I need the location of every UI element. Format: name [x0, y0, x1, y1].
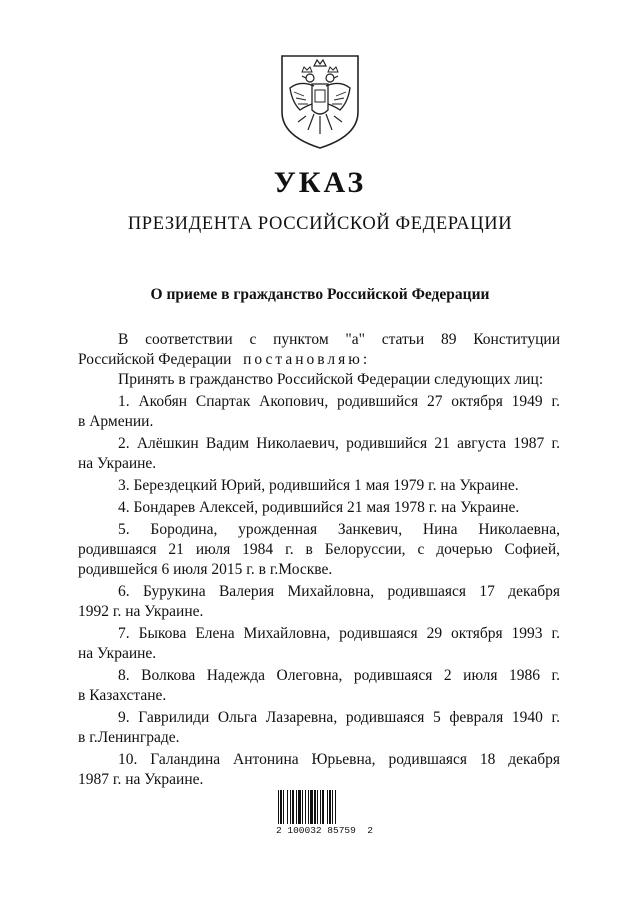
list-item — [78, 582, 560, 622]
preamble-spaced: постановляю: — [243, 351, 371, 368]
list-item-line: родившейся 6 июля 2015 г. в г.Москве. — [78, 561, 333, 578]
barcode-number: 2 100032 85759 2 — [276, 825, 373, 836]
list-item-line: 9. Гаврилиди Ольга Лазаревна, родившаяся 5 февраля 1940 г. — [118, 709, 560, 726]
list-item-line: на Украине. — [78, 455, 157, 472]
barcode-block — [276, 790, 373, 836]
intro-text: Принять в гражданство Российской Федерации следующих лиц: — [118, 371, 544, 388]
list-item-line: 3. Берездецкий Юрий, родившийся 1 мая 1979 г. на Украине. — [118, 477, 519, 494]
state-emblem-icon — [276, 52, 364, 150]
list-item-line: 5. Бородина, урожденная Занкевич, Нина Николаевна, — [118, 521, 560, 538]
list-item-line: родившаяся 21 июля 1984 г. в Белоруссии, с дочерью Софией, — [78, 541, 560, 558]
decree-body — [78, 330, 560, 792]
preamble-line-1: В соответствии с пунктом "а" статьи 89 Конституции — [118, 331, 560, 348]
list-item-line: 8. Волкова Надежда Олеговна, родившаяся 2 июля 1986 г. — [118, 667, 560, 684]
list-item — [78, 434, 560, 474]
list-item — [78, 520, 560, 580]
preamble-text: Российской Федерации — [78, 351, 232, 368]
list-item — [78, 498, 560, 518]
list-item-line: 1992 г. на Украине. — [78, 603, 204, 620]
document-subtitle: ПРЕЗИДЕНТА РОССИЙСКОЙ ФЕДЕРАЦИИ — [127, 214, 513, 234]
list-item — [78, 392, 560, 432]
preamble-line-2 — [78, 350, 560, 370]
list-item — [78, 750, 560, 790]
list-item-line: в Казахстане. — [78, 687, 167, 704]
list-item-line: 4. Бондарев Алексей, родившийся 21 мая 1978 г. на Украине. — [118, 499, 520, 516]
list-item-line: 6. Бурукина Валерия Михайловна, родившаяся 17 декабря — [118, 583, 560, 600]
list-item-line: в г.Ленинграде. — [78, 729, 180, 746]
list-item-line: 2. Алёшкин Вадим Николаевич, родившийся 21 августа 1987 г. — [118, 435, 560, 452]
document-title: УКАЗ — [273, 166, 367, 199]
list-item-line: 10. Галандина Антонина Юрьевна, родившаяся 18 декабря — [118, 751, 560, 768]
list-item-line: 7. Быкова Елена Михайловна, родившаяся 29 октября 1993 г. — [118, 625, 560, 642]
decree-heading: О приеме в гражданство Российской Федерации — [150, 286, 490, 303]
list-item — [78, 708, 560, 748]
barcode-icon — [276, 790, 366, 824]
list-item — [78, 666, 560, 706]
list-item — [78, 476, 560, 496]
list-item-line: в Армении. — [78, 413, 154, 430]
list-item-line: на Украине. — [78, 645, 157, 662]
list-item-line: 1. Акобян Спартак Акопович, родившийся 27 октября 1949 г. — [118, 393, 560, 410]
list-item-line: 1987 г. на Украине. — [78, 771, 204, 788]
list-item — [78, 624, 560, 664]
